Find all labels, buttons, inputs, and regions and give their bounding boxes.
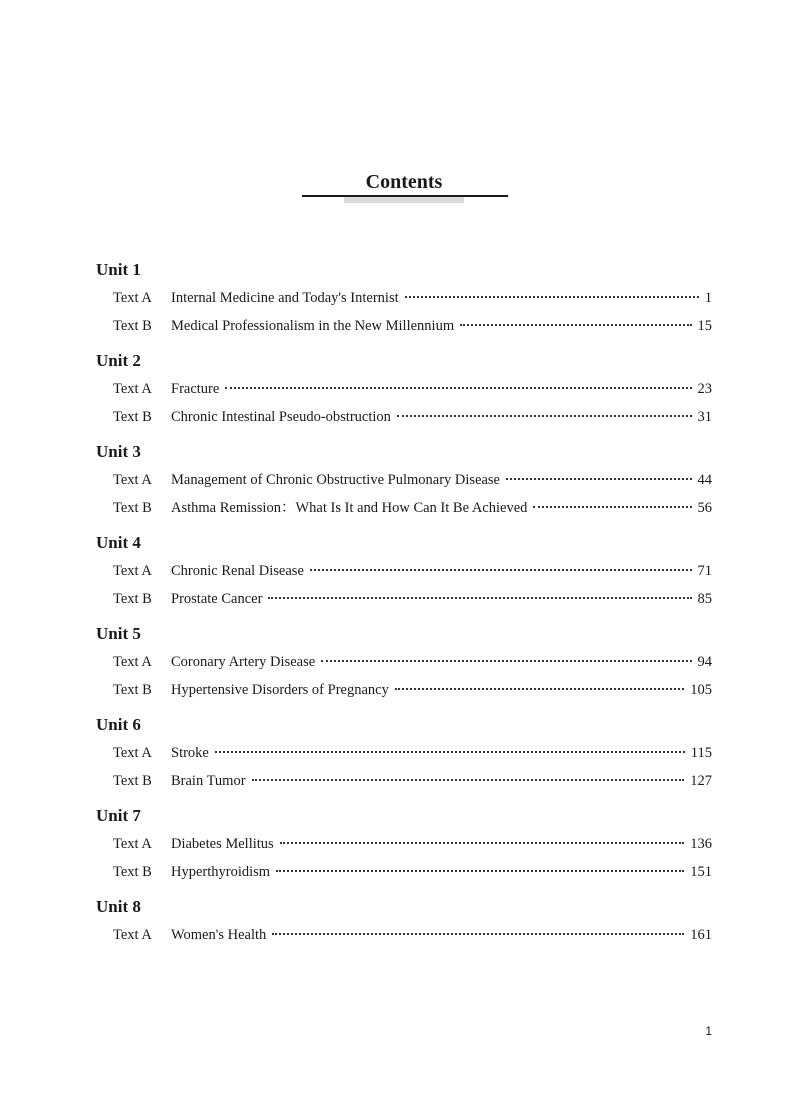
unit-title: Unit 3 bbox=[96, 442, 141, 461]
toc-entry[interactable] bbox=[96, 377, 712, 405]
unit-title: Unit 5 bbox=[96, 624, 141, 643]
unit-title: Unit 1 bbox=[96, 260, 141, 279]
contents-heading bbox=[300, 168, 508, 208]
entry-page-number: 151 bbox=[690, 864, 712, 880]
entry-label: Text B bbox=[113, 682, 152, 698]
table-of-contents bbox=[96, 259, 712, 959]
entry-label: Text A bbox=[113, 290, 152, 306]
entry-label: Text A bbox=[113, 472, 152, 488]
entry-label: Text A bbox=[113, 563, 152, 579]
entry-label: Text A bbox=[113, 836, 152, 852]
entry-page-number: 15 bbox=[697, 318, 712, 334]
entry-title: Diabetes Mellitus bbox=[171, 836, 274, 852]
entry-page-number: 85 bbox=[697, 591, 712, 607]
entry-page-number: 1 bbox=[704, 290, 712, 306]
dot-leader bbox=[268, 597, 691, 599]
entry-title: Asthma Remission：What Is It and How Can It Be Achieved bbox=[171, 500, 528, 516]
entry-title: Chronic Intestinal Pseudo-obstruction bbox=[171, 409, 391, 425]
entry-title: Prostate Cancer bbox=[171, 591, 263, 607]
toc-unit bbox=[96, 532, 712, 615]
page-title: Contents bbox=[365, 171, 443, 193]
dot-leader bbox=[506, 478, 692, 480]
toc-entry[interactable] bbox=[96, 496, 712, 524]
unit-title: Unit 8 bbox=[96, 897, 141, 916]
dot-leader bbox=[321, 660, 691, 662]
unit-title: Unit 7 bbox=[96, 806, 141, 825]
entry-label: Text A bbox=[113, 381, 152, 397]
entry-title: Women's Health bbox=[171, 927, 267, 943]
entry-title: Hyperthyroidism bbox=[171, 864, 271, 880]
unit-title: Unit 4 bbox=[96, 533, 141, 552]
dot-leader bbox=[252, 779, 685, 781]
entry-label: Text B bbox=[113, 500, 152, 516]
toc-unit bbox=[96, 350, 712, 433]
entry-label: Text B bbox=[113, 864, 152, 880]
entry-page-number: 136 bbox=[690, 836, 712, 852]
toc-entry[interactable] bbox=[96, 650, 712, 678]
toc-entry[interactable] bbox=[96, 559, 712, 587]
entry-label: Text B bbox=[113, 773, 152, 789]
entry-page-number: 94 bbox=[697, 654, 712, 670]
toc-unit bbox=[96, 896, 712, 951]
unit-title: Unit 2 bbox=[96, 351, 141, 370]
toc-entry[interactable] bbox=[96, 769, 712, 797]
unit-title: Unit 6 bbox=[96, 715, 141, 734]
dot-leader bbox=[310, 569, 692, 571]
entry-title: Fracture bbox=[171, 381, 220, 397]
toc-entry[interactable] bbox=[96, 678, 712, 706]
toc-entry[interactable] bbox=[96, 832, 712, 860]
entry-label: Text A bbox=[113, 654, 152, 670]
dot-leader bbox=[397, 415, 692, 417]
entry-title: Management of Chronic Obstructive Pulmonary Disease bbox=[171, 472, 500, 488]
toc-entry[interactable] bbox=[96, 923, 712, 951]
toc-unit bbox=[96, 259, 712, 342]
dot-leader bbox=[405, 296, 699, 298]
dot-leader bbox=[215, 751, 685, 753]
entry-label: Text A bbox=[113, 745, 152, 761]
entry-page-number: 44 bbox=[697, 472, 712, 488]
entry-page-number: 161 bbox=[690, 927, 712, 943]
entry-page-number: 71 bbox=[697, 563, 712, 579]
toc-entry[interactable] bbox=[96, 286, 712, 314]
entry-label: Text B bbox=[113, 591, 152, 607]
toc-entry[interactable] bbox=[96, 860, 712, 888]
entry-title: Brain Tumor bbox=[171, 773, 246, 789]
entry-label: Text A bbox=[113, 927, 152, 943]
toc-unit bbox=[96, 805, 712, 888]
dot-leader bbox=[225, 387, 691, 389]
dot-leader bbox=[460, 324, 691, 326]
dot-leader bbox=[395, 688, 684, 690]
entry-label: Text B bbox=[113, 318, 152, 334]
toc-entry[interactable] bbox=[96, 405, 712, 433]
dot-leader bbox=[533, 506, 691, 508]
entry-title: Medical Professionalism in the New Millennium bbox=[171, 318, 455, 334]
toc-entry[interactable] bbox=[96, 468, 712, 496]
entry-title: Chronic Renal Disease bbox=[171, 563, 304, 579]
dot-leader bbox=[272, 933, 684, 935]
entry-page-number: 105 bbox=[690, 682, 712, 698]
entry-page-number: 115 bbox=[690, 745, 712, 761]
toc-entry[interactable] bbox=[96, 741, 712, 769]
toc-unit bbox=[96, 623, 712, 706]
entry-page-number: 56 bbox=[697, 500, 712, 516]
entry-title: Stroke bbox=[171, 745, 209, 761]
page-number: 1 bbox=[705, 1024, 712, 1038]
entry-page-number: 31 bbox=[697, 409, 712, 425]
toc-entry[interactable] bbox=[96, 314, 712, 342]
heading-shade-bar bbox=[344, 197, 464, 203]
entry-title: Coronary Artery Disease bbox=[171, 654, 316, 670]
toc-unit bbox=[96, 441, 712, 524]
entry-title: Hypertensive Disorders of Pregnancy bbox=[171, 682, 389, 698]
dot-leader bbox=[276, 870, 684, 872]
entry-label: Text B bbox=[113, 409, 152, 425]
entry-title: Internal Medicine and Today's Internist bbox=[171, 290, 399, 306]
entry-page-number: 127 bbox=[690, 773, 712, 789]
toc-unit bbox=[96, 714, 712, 797]
entry-page-number: 23 bbox=[697, 381, 712, 397]
toc-entry[interactable] bbox=[96, 587, 712, 615]
dot-leader bbox=[280, 842, 685, 844]
